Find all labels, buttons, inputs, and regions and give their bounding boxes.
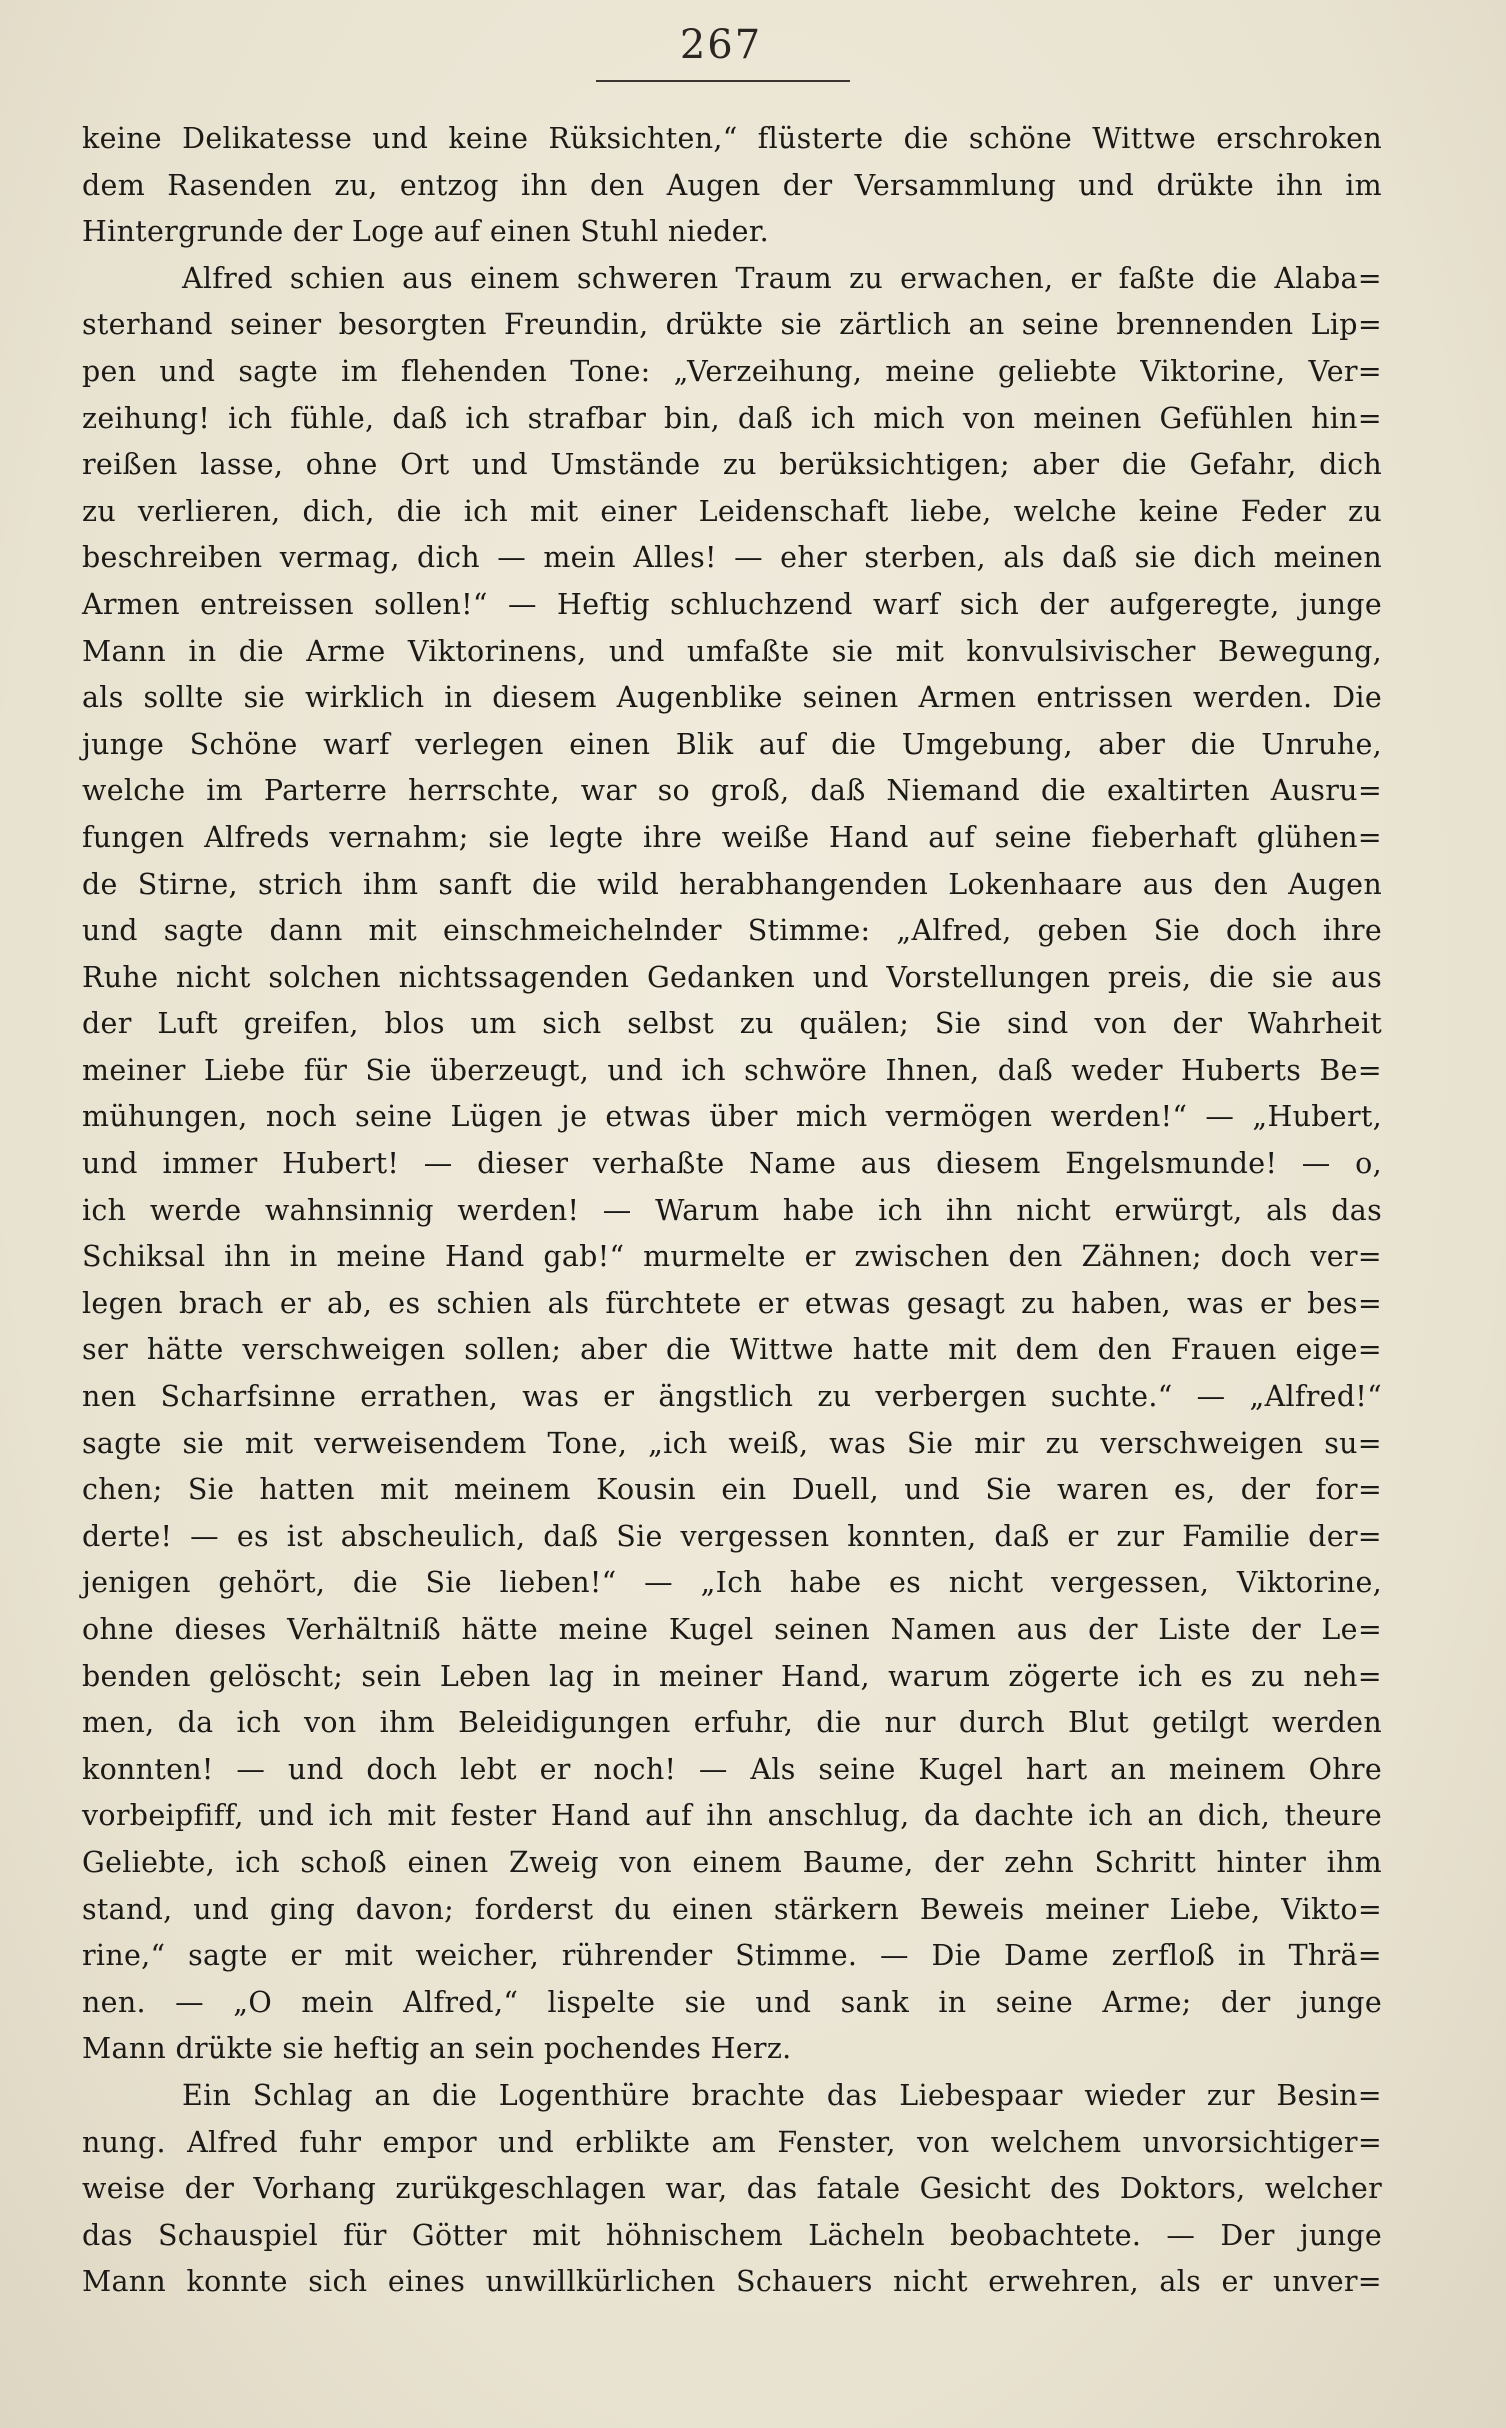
- text-line: meiner Liebe für Sie überzeugt, und ich schwöre Ihnen, daß weder Huberts Be=: [82, 1053, 1382, 1087]
- text-line: Ein Schlag an die Logenthüre brachte das Liebespaar wieder zur Besin=: [182, 2078, 1382, 2112]
- text-line: Hintergrunde der Loge auf einen Stuhl nieder.: [82, 215, 769, 249]
- text-line: sagte sie mit verweisendem Tone, „ich weiß, was Sie mir zu verschweigen su=: [82, 1426, 1382, 1460]
- text-line: ohne dieses Verhältniß hätte meine Kugel seinen Namen aus der Liste der Le=: [82, 1613, 1382, 1646]
- text-line: de Stirne, strich ihm sanft die wild herabhangenden Lokenhaare aus den Augen: [82, 867, 1382, 901]
- text-line: keine Delikatesse und keine Rüksichten,“ flüsterte die schöne Wittwe erschroken: [82, 122, 1382, 155]
- text-line: fungen Alfreds vernahm; sie legte ihre weiße Hand auf seine fieberhaft glühen=: [82, 820, 1382, 854]
- text-line: konnten! — und doch lebt er noch! — Als seine Kugel hart an meinem Ohre: [82, 1752, 1382, 1786]
- page-number: 267: [679, 22, 763, 68]
- text-line: reißen lasse, ohne Ort und Umstände zu berüksichtigen; aber die Gefahr, dich: [82, 448, 1382, 482]
- text-line: das Schauspiel für Götter mit höhnischem Lächeln beobachtete. — Der junge: [82, 2218, 1382, 2252]
- text-line: junge Schöne warf verlegen einen Blik auf die Umgebung, aber die Unruhe,: [82, 727, 1382, 761]
- text-line: nen Scharfsinne errathen, was er ängstlich zu verbergen suchte.“ — „Alfred!“: [82, 1380, 1382, 1414]
- text-line: Mann drükte sie heftig an sein pochendes Herz.: [82, 2032, 792, 2066]
- text-line: zeihung! ich fühle, daß ich strafbar bin, daß ich mich von meinen Gefühlen hin=: [82, 401, 1382, 435]
- text-line: ich werde wahnsinnig werden! — Warum habe ich ihn nicht erwürgt, als das: [82, 1193, 1382, 1227]
- text-line: chen; Sie hatten mit meinem Kousin ein Duell, und Sie waren es, der for=: [82, 1473, 1382, 1507]
- text-line: Alfred schien aus einem schweren Traum zu erwachen, er faßte die Alaba=: [182, 261, 1382, 295]
- text-line: zu verlieren, dich, die ich mit einer Leidenschaft liebe, welche keine Feder zu: [82, 494, 1382, 528]
- text-line: rine,“ sagte er mit weicher, rührender Stimme. — Die Dame zerfloß in Thrä=: [82, 1939, 1382, 1973]
- text-line: Geliebte, ich schoß einen Zweig von einem Baume, der zehn Schritt hinter ihm: [82, 1845, 1382, 1879]
- text-line: dem Rasenden zu, entzog ihn den Augen der Versammlung und drükte ihn im: [82, 168, 1382, 202]
- text-line: Armen entreissen sollen!“ — Heftig schluchzend warf sich der aufgeregte, junge: [82, 587, 1382, 621]
- text-line: men, da ich von ihm Beleidigungen erfuhr, die nur durch Blut getilgt werden: [82, 1706, 1382, 1740]
- text-line: weise der Vorhang zurükgeschlagen war, das fatale Gesicht des Doktors, welcher: [82, 2172, 1382, 2206]
- text-line: und sagte dann mit einschmeichelnder Stimme: „Alfred, geben Sie doch ihre: [82, 914, 1382, 948]
- text-line: jenigen gehört, die Sie lieben!“ — „Ich habe es nicht vergessen, Viktorine,: [82, 1566, 1382, 1600]
- header-rule: [596, 80, 850, 82]
- text-line: beschreiben vermag, dich — mein Alles! — eher sterben, als daß sie dich meinen: [82, 541, 1382, 575]
- text-line: der Luft greifen, blos um sich selbst zu quälen; Sie sind von der Wahrheit: [82, 1007, 1382, 1041]
- text-line: Ruhe nicht solchen nichtssagenden Gedanken und Vorstellungen preis, die sie aus: [82, 960, 1382, 994]
- text-line: als sollte sie wirklich in diesem Augenblike seinen Armen entrissen werden. Die: [82, 681, 1382, 715]
- text-line: sterhand seiner besorgten Freundin, drükte sie zärtlich an seine brennenden Lip=: [82, 308, 1382, 342]
- text-line: benden gelöscht; sein Leben lag in meiner Hand, warum zögerte ich es zu neh=: [82, 1659, 1382, 1693]
- text-line: vorbeipfiff, und ich mit fester Hand auf ihn anschlug, da dachte ich an dich, theure: [82, 1799, 1382, 1833]
- text-line: und immer Hubert! — dieser verhaßte Name aus diesem Engelsmunde! — o,: [82, 1147, 1382, 1181]
- text-line: mühungen, noch seine Lügen je etwas über mich vermögen werden!“ — „Hubert,: [82, 1100, 1382, 1134]
- body-text: [82, 116, 1382, 2306]
- text-line: nen. — „O mein Alfred,“ lispelte sie und sank in seine Arme; der junge: [82, 1985, 1382, 2019]
- text-line: legen brach er ab, es schien als fürchtete er etwas gesagt zu haben, was er bes=: [82, 1286, 1382, 1320]
- text-line: ser hätte verschweigen sollen; aber die Wittwe hatte mit dem den Frauen eige=: [82, 1333, 1382, 1367]
- text-line: Schiksal ihn in meine Hand gab!“ murmelte er zwischen den Zähnen; doch ver=: [82, 1240, 1382, 1274]
- text-line: nung. Alfred fuhr empor und erblikte am Fenster, von welchem unvorsichtiger=: [82, 2125, 1382, 2159]
- text-line: derte! — es ist abscheulich, daß Sie vergessen konnten, daß er zur Familie der=: [82, 1519, 1382, 1553]
- text-line: Mann konnte sich eines unwillkürlichen Schauers nicht erwehren, als er unver=: [82, 2265, 1382, 2299]
- text-line: pen und sagte im flehenden Tone: „Verzeihung, meine geliebte Viktorine, Ver=: [82, 354, 1382, 388]
- text-line: welche im Parterre herrschte, war so groß, daß Niemand die exaltirten Ausru=: [82, 774, 1382, 808]
- text-line: Mann in die Arme Viktorinens, und umfaßte sie mit konvulsivischer Bewegung,: [82, 634, 1382, 668]
- text-line: stand, und ging davon; forderst du einen stärkern Beweis meiner Liebe, Vikto=: [82, 1892, 1382, 1926]
